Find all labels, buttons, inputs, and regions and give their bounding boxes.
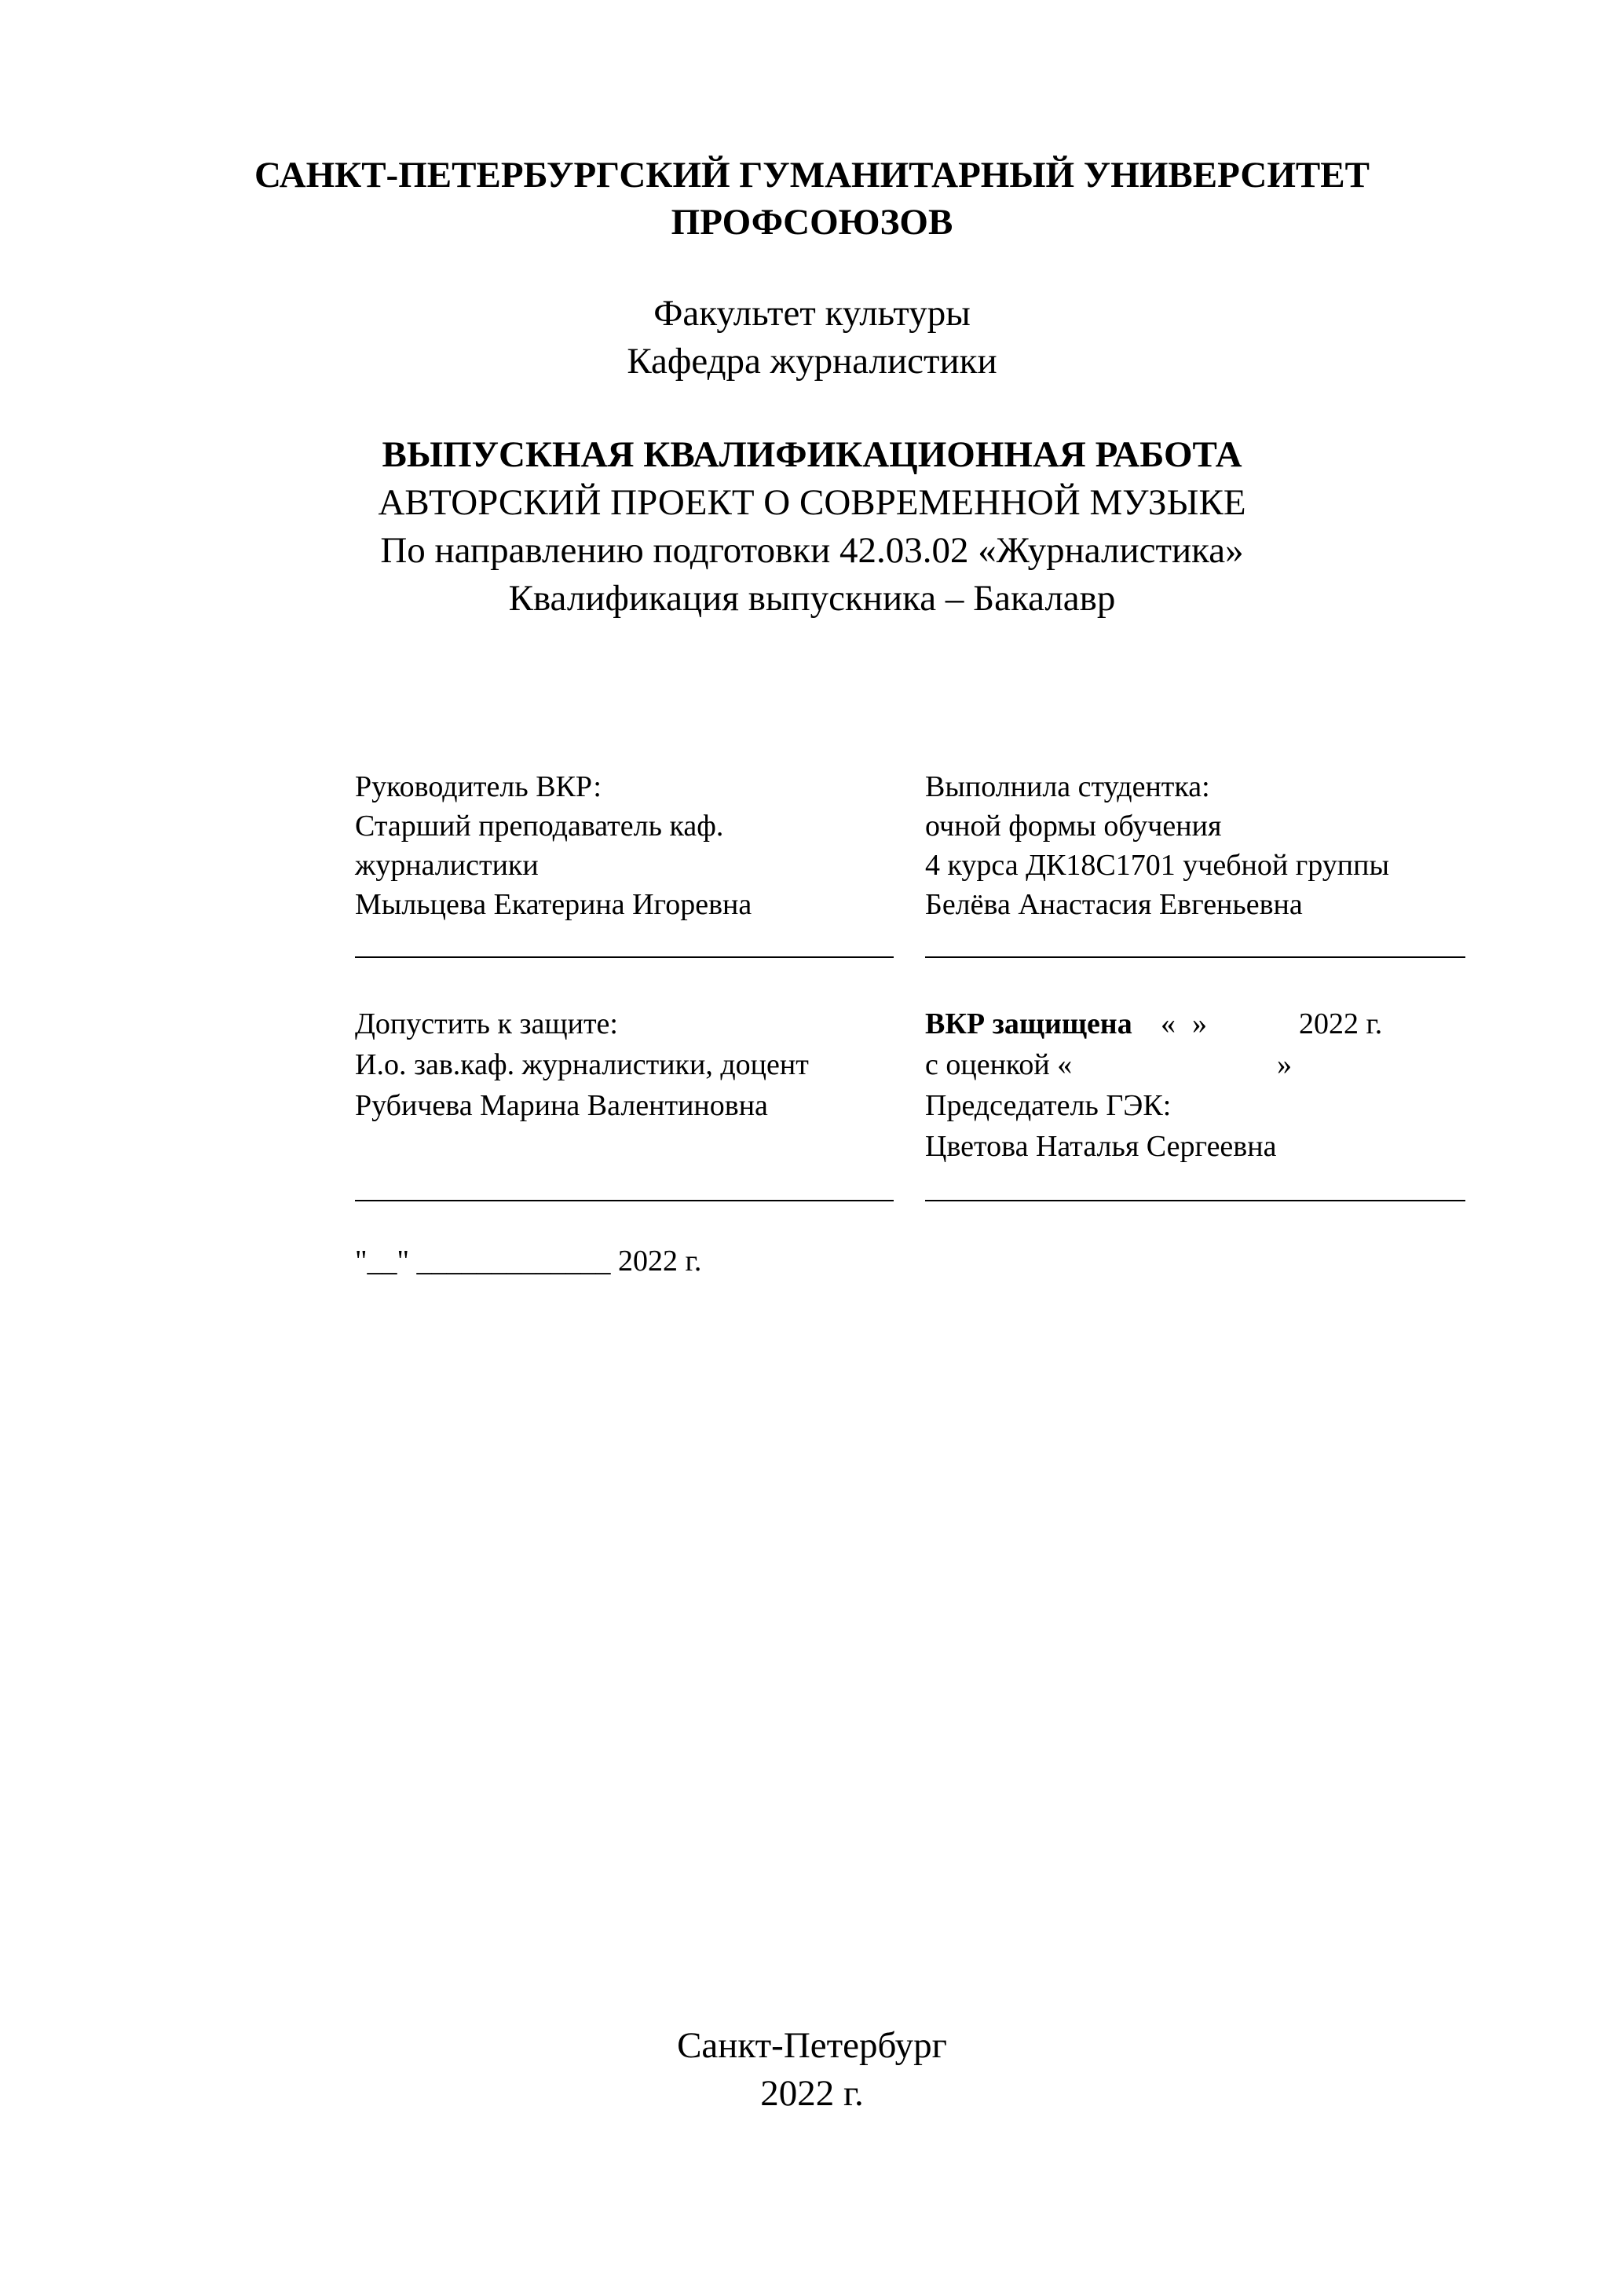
university-name-line1: САНКТ-ПЕТЕРБУРГСКИЙ ГУМАНИТАРНЫЙ УНИВЕРСИТЕТ [254, 155, 1370, 196]
admission-position: И.о. зав.каф. журналистики, доцент [355, 1048, 809, 1081]
student-name: Белёва Анастасия Евгеньевна [925, 888, 1303, 921]
supervisor-label: Руководитель ВКР: [355, 770, 602, 803]
supervisor-position-line1: Старший преподаватель каф. [355, 810, 724, 843]
university-name-line2: ПРОФСОЮЗОВ [671, 202, 953, 243]
supervisor-position-line2: журналистики [355, 849, 539, 882]
defense-year: 2022 г. [1299, 1007, 1383, 1040]
study-direction: По направлению подготовки 42.03.02 «Журналистика» [380, 530, 1244, 571]
student-study-form: очной формы обучения [925, 810, 1222, 843]
gek-signature-line [925, 1200, 1465, 1201]
gek-chair-name: Цветова Наталья Сергеевна [925, 1130, 1277, 1163]
student-group: 4 курса ДК18С1701 учебной группы [925, 849, 1390, 882]
student-label: Выполнила студентка: [925, 770, 1210, 803]
defense-date-quote-open: « [1161, 1007, 1176, 1040]
defense-date-quote-close: » [1192, 1007, 1207, 1040]
admission-signature-line [355, 1200, 894, 1201]
student-signature-line [925, 956, 1465, 958]
admission-label: Допустить к защите: [355, 1007, 618, 1040]
work-topic: АВТОРСКИЙ ПРОЕКТ О СОВРЕМЕННОЙ МУЗЫКЕ [378, 482, 1246, 523]
faculty: Факультет культуры [653, 293, 971, 334]
department: Кафедра журналистики [627, 341, 997, 382]
footer-year: 2022 г. [760, 2073, 864, 2114]
grade-label: с оценкой « [925, 1048, 1073, 1081]
admission-date: "__" _____________ 2022 г. [355, 1245, 702, 1278]
footer-city: Санкт-Петербург [677, 2025, 947, 2066]
work-type: ВЫПУСКНАЯ КВАЛИФИКАЦИОННАЯ РАБОТА [382, 434, 1242, 475]
supervisor-name: Мыльцева Екатерина Игоревна [355, 888, 752, 921]
defended-label: ВКР защищена [925, 1007, 1132, 1040]
admission-name: Рубичева Марина Валентиновна [355, 1089, 768, 1122]
gek-chair-label: Председатель ГЭК: [925, 1089, 1172, 1122]
grade-quote-close: » [1277, 1048, 1292, 1081]
qualification: Квалификация выпускника – Бакалавр [508, 578, 1116, 619]
supervisor-signature-line [355, 956, 894, 958]
